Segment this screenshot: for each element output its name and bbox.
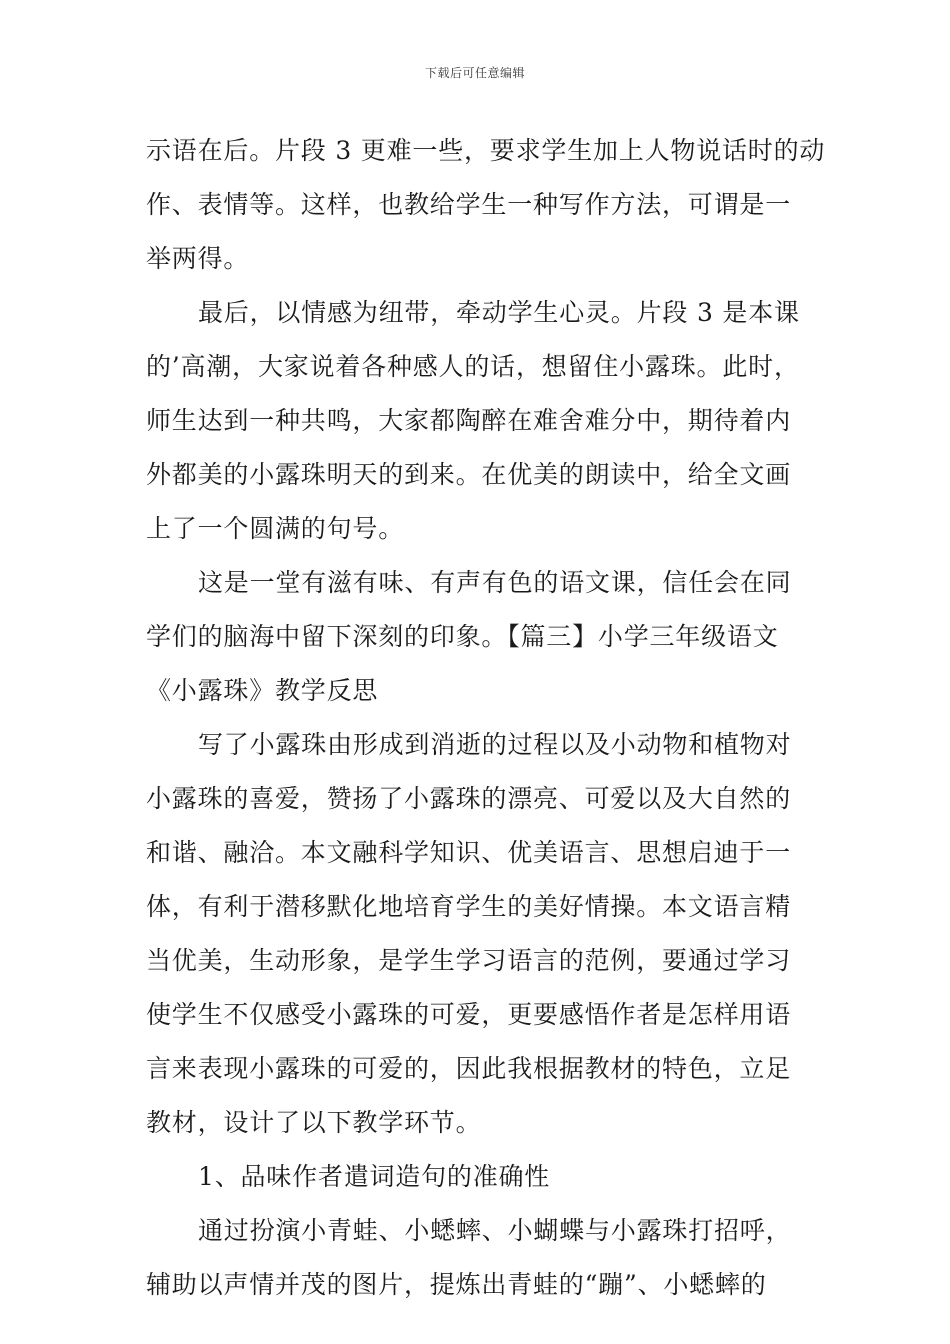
text-line: 的’高潮，大家说着各种感人的话，想留住小露珠。此时， [146,352,800,381]
text-line: 师生达到一种共鸣，大家都陶醉在难舍难分中，期待着内 [146,406,792,435]
text-line: 当优美，生动形象，是学生学习语言的范例，要通过学习 [146,946,792,975]
text-line: 体，有利于潜移默化地培育学生的美好情操。本文语言精 [146,892,792,921]
text-line: 辅助以声情并茂的图片，提炼出青蛙的“蹦”、小蟋蟀的 [146,1270,767,1299]
text-line: 小露珠的喜爱，赞扬了小露珠的漂亮、可爱以及大自然的 [146,784,792,813]
text-line: 举两得。 [146,244,250,273]
section-heading-line: 1、品味作者遣词造句的准确性 [198,1162,551,1191]
document-body [146,124,826,1312]
text-line: 作、表情等。这样，也教给学生一种写作方法，可谓是一 [146,190,792,219]
paragraph-start-line: 写了小露珠由形成到消逝的过程以及小动物和植物对 [198,730,792,759]
text-line: 和谐、融洽。本文融科学知识、优美语言、思想启迪于一 [146,838,792,867]
text-line: 《小露珠》教学反思 [146,676,379,705]
paragraph-start-line: 通过扮演小青蛙、小蟋蟀、小蝴蝶与小露珠打招呼， [198,1216,792,1245]
paragraph-start-line: 这是一堂有滋有味、有声有色的语文课，信任会在同 [198,568,792,597]
text-line: 示语在后。片段 3 更难一些，要求学生加上人物说话时的动 [146,136,826,165]
text-line: 上了一个圆满的句号。 [146,514,405,543]
paragraph-start-line: 最后，以情感为纽带，牵动学生心灵。片段 3 是本课 [198,298,800,327]
text-line: 使学生不仅感受小露珠的可爱，更要感悟作者是怎样用语 [146,1000,792,1029]
text-line: 教材，设计了以下教学环节。 [146,1108,482,1137]
text-line: 外都美的小露珠明天的到来。在优美的朗读中，给全文画 [146,460,792,489]
page-header: 下载后可任意编辑 [424,66,525,80]
text-line: 言来表现小露珠的可爱的，因此我根据教材的特色，立足 [146,1054,792,1083]
text-line: 学们的脑海中留下深刻的印象。【篇三】小学三年级语文 [146,622,779,651]
